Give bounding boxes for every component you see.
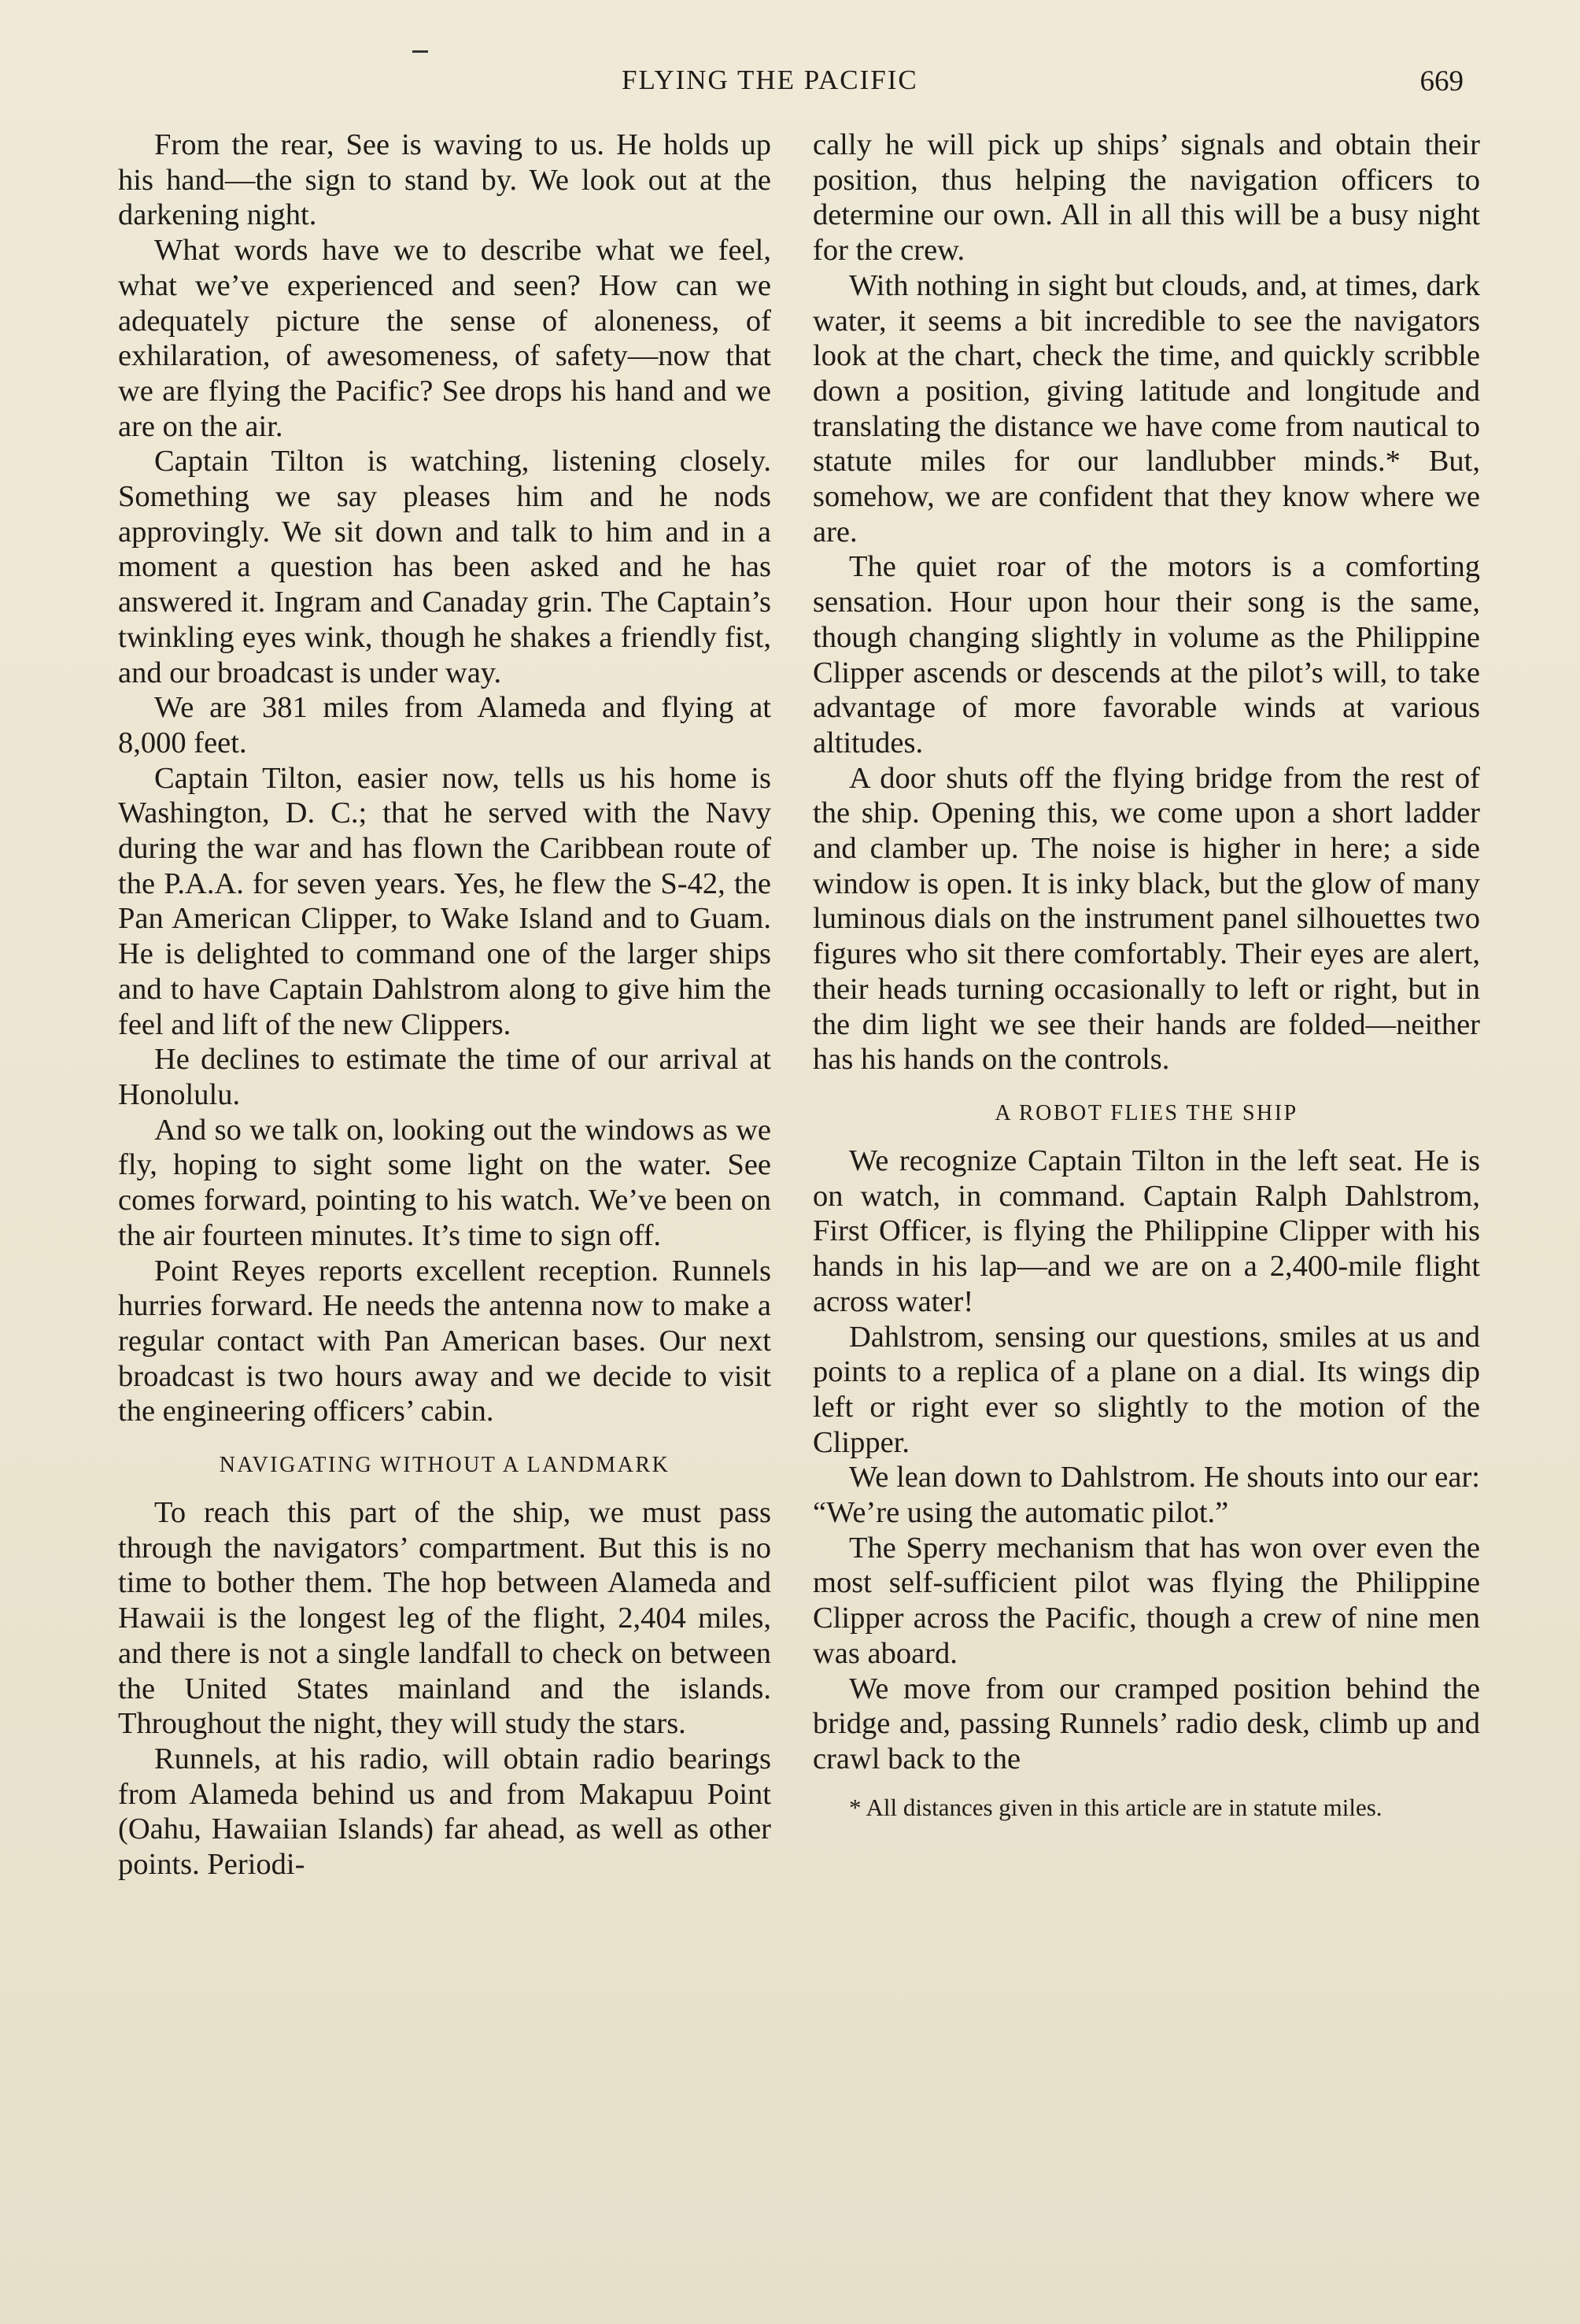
paragraph: Captain Tilton, easier now, tells us his home is Washington, D. C.; that he served with the Navy during the war and has flown the Caribbean route of the P.A.A. for seven years. Yes, he flew the S-42, the Pan American Clipper, to Wake Island and to Guam. He is delighted to command one of the larger ships and to have Captain Dahlstrom along to give him the feel and lift of the new Clippers.: [118, 761, 771, 1041]
section-heading: A ROBOT FLIES THE SHIP: [995, 1100, 1298, 1125]
paragraph: With nothing in sight but clouds, and, at times, dark water, it seems a bit incredible to see the navigators look at the chart, check the time, and quickly scribble down a position, giving latitude and longitude and translating the distance we have come from nautical to statute miles for our landlubber minds.* But, somehow, we are confident that they know where we are.: [813, 268, 1480, 549]
paragraph: From the rear, See is waving to us. He holds up his hand—the sign to stand by. We look out at the darkening night.: [118, 128, 771, 232]
paragraph: A door shuts off the flying bridge from the rest of the ship. Opening this, we come upon a short ladder and clamber up. The noise is higher in here; a side window is open. It is inky black, but the glow of many luminous dials on the instrument panel silhouettes two figures who sit there comfortably. Their eyes are alert, their heads turning occasionally to left or right, but in the dim light we see their hands are folded—neither has his hands on the controls.: [813, 761, 1480, 1077]
page-number: 669: [1419, 65, 1464, 98]
left-column: [118, 127, 771, 1882]
paragraph: Dahlstrom, sensing our questions, smiles at us and points to a replica of a plane on a dial. Its wings dip left or right ever so slightly to the motion of the Clipper.: [813, 1320, 1480, 1459]
paragraph: He declines to estimate the time of our arrival at Honolulu.: [118, 1043, 771, 1111]
paragraph: We move from our cramped position behind the bridge and, passing Runnels’ radio desk, climb up and crawl back to the: [813, 1672, 1480, 1775]
top-margin-mark: [412, 50, 428, 53]
paragraph: Point Reyes reports excellent reception. Runnels hurries forward. He needs the antenna now to make a regular contact with Pan American bases. Our next broadcast is two hours away and we decide to visit the engineering officers’ cabin.: [118, 1254, 771, 1428]
paragraph: The Sperry mechanism that has won over even the most self-sufficient pilot was flying the Philippine Clipper across the Pacific, though a crew of nine men was aboard.: [813, 1531, 1480, 1670]
paragraph: What words have we to describe what we feel, what we’ve experienced and seen? How can we adequately picture the sense of aloneness, of exhilaration, of awesomeness, of safety—now that we are flying the Pacific? See drops his hand and we are on the air.: [118, 234, 771, 443]
paragraph: We are 381 miles from Alameda and flying at 8,000 feet.: [118, 691, 771, 759]
paragraph: We recognize Captain Tilton in the left seat. He is on watch, in command. Captain Ralph Dahlstrom, First Officer, is flying the Philippine Clipper with his hands in his lap—and we are on a 2,400-mile flight across water!: [813, 1144, 1480, 1318]
paragraph: We lean down to Dahlstrom. He shouts into our ear: “We’re using the automatic pilot.”: [813, 1461, 1480, 1530]
paragraph: The quiet roar of the motors is a comforting sensation. Hour upon hour their song is the same, though changing slightly in volume as the Philippine Clipper ascends or descends at the pilot’s will, to take advantage of more favorable winds at various altitudes.: [813, 550, 1480, 759]
paragraph-continued: cally he will pick up ships’ signals and obtain their position, thus helping the navigation officers to determine our own. All in all this will be a busy night for the crew.: [813, 128, 1480, 268]
running-title: FLYING THE PACIFIC: [622, 65, 918, 95]
right-column: [813, 127, 1480, 1823]
paragraph: And so we talk on, looking out the windows as we fly, hoping to sight some light on the water. See comes forward, pointing to his watch. We’ve been on the air fourteen minutes. It’s time to sign off.: [118, 1113, 771, 1252]
paragraph: Captain Tilton is watching, listening closely. Something we say pleases him and he nods approvingly. We sit down and talk to him and in a moment a question has been asked and he has answered it. Ingram and Canaday grin. The Captain’s twinkling eyes wink, though he shakes a friendly fist, and our broadcast is under way.: [118, 445, 771, 689]
paragraph: To reach this part of the ship, we must pass through the navigators’ compartment. But this is no time to bother them. The hop between Alameda and Hawaii is the longest leg of the flight, 2,404 miles, and there is not a single landfall to check on between the United States mainland and the islands. Throughout the night, they will study the stars.: [118, 1496, 771, 1741]
running-head: [0, 65, 1580, 104]
paragraph: Runnels, at his radio, will obtain radio bearings from Alameda behind us and from Makapuu Point (Oahu, Hawaiian Islands) far ahead, as well as other points. Periodi-: [118, 1742, 771, 1882]
footnote: * All distances given in this article are in statute miles.: [849, 1793, 1382, 1821]
section-heading: NAVIGATING WITHOUT A LANDMARK: [219, 1453, 670, 1478]
